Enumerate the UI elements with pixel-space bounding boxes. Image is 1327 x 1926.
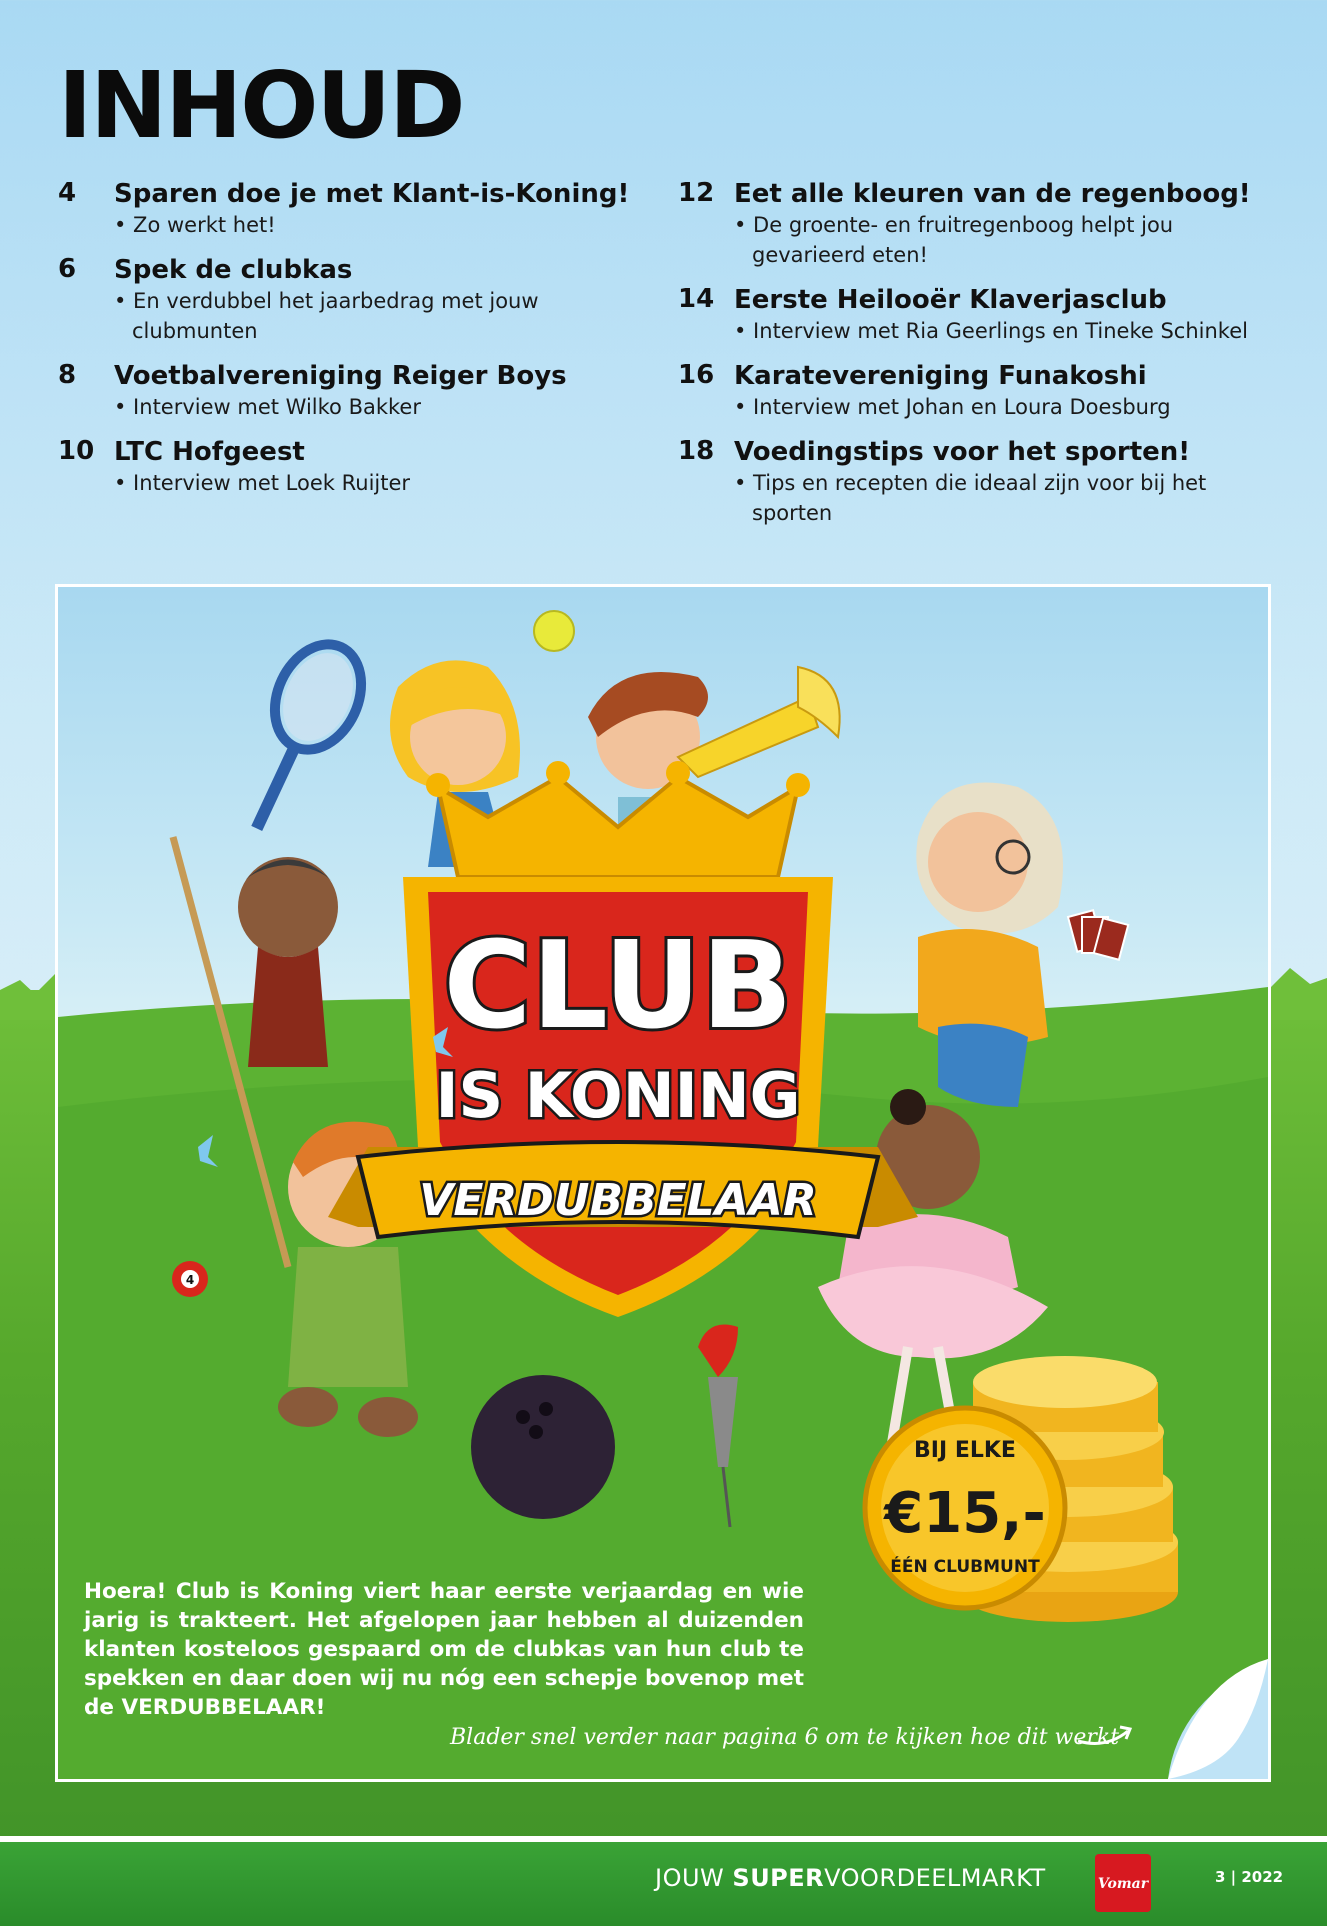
playing-cards-icon [1068, 910, 1128, 959]
toc-entry[interactable] [678, 360, 1288, 422]
toc-entry-subtitle: • Tips en recepten die ideaal zijn voor bij het sporten [734, 471, 1207, 525]
footer-bar [0, 1836, 1327, 1926]
pool-ball-icon [172, 1261, 208, 1297]
toc-entry-title: Sparen doe je met Klant-is-Koning! [114, 179, 630, 209]
toc-entry-title: Voedingstips voor het sporten! [734, 437, 1191, 467]
toc-entry-subtitle: • Zo werkt het! [114, 213, 276, 237]
bowling-ball-icon [471, 1375, 615, 1519]
toc-entry-title: LTC Hofgeest [114, 437, 305, 467]
toc-entry[interactable] [58, 360, 658, 422]
footer-brand-slogan: JOUW SUPERVOORDEELMARKT [655, 1864, 1046, 1892]
toc-entry-subtitle: • Interview met Johan en Loura Doesburg [734, 395, 1171, 419]
toc-page-number: 8 [58, 360, 77, 390]
tennis-ball-icon [534, 611, 574, 651]
toc-page-number: 6 [58, 254, 77, 284]
toc-entry-title: Eerste Heilooër Klaverjasclub [734, 285, 1167, 315]
toc-entry-subtitle: • Interview met Wilko Bakker [114, 395, 421, 419]
logo-ribbon-verdubbelaar: VERDUBBELAAR [419, 1175, 817, 1226]
clubmunt-badge [865, 1408, 1065, 1608]
toc-entry[interactable] [58, 254, 658, 346]
pool-player-character [238, 857, 338, 1067]
toc-entry-subtitle: • Interview met Loek Ruijter [114, 471, 411, 495]
toc-entry[interactable] [58, 436, 658, 498]
badge-bottom-text: ÉÉN CLUBMUNT [890, 1557, 1040, 1577]
page-number: 3 | 2022 [1215, 1868, 1284, 1886]
toc-page-number: 18 [678, 436, 715, 466]
toc-page-number: 10 [58, 436, 95, 466]
toc-entry-title: Karatevereniging Funakoshi [734, 361, 1147, 391]
toc-entry[interactable] [58, 178, 658, 240]
badge-top-text: BIJ ELKE [914, 1438, 1016, 1463]
club-is-koning-poster [55, 584, 1271, 1782]
logo-line-is-koning: IS KONING [435, 1059, 801, 1132]
toc-entry-title: Spek de clubkas [114, 255, 353, 285]
curved-arrow-icon [1076, 1711, 1136, 1751]
toc-entry[interactable] [678, 284, 1288, 346]
badge-amount: €15,- [884, 1481, 1046, 1546]
vomar-logo[interactable] [1093, 1852, 1153, 1914]
tennis-racket-icon [220, 630, 377, 845]
toc-entry[interactable] [678, 436, 1288, 528]
svg-text:Vomar: Vomar [1097, 1876, 1149, 1892]
promo-paragraph: Hoera! Club is Koning viert haar eerste verjaardag en wie jarig is trakteert. Het afgelopen jaar hebben al duizenden klanten kosteloos gespaard om de clubkas van hun club te spekken en daar doen wij nu nóg een schepje bovenop met de VERDUBBELAAR! [84, 1579, 804, 1720]
browse-note: Blader snel verder naar pagina 6 om te kijken hoe dit werkt [450, 1725, 1120, 1750]
page-curl-icon[interactable] [1158, 1659, 1268, 1779]
toc-page-number: 14 [678, 284, 715, 314]
toc-entry-subtitle: • Interview met Ria Geerlings en Tineke Schinkel [734, 319, 1248, 343]
page-title: INHOUD [58, 52, 464, 159]
toc-page-number: 4 [58, 178, 77, 208]
toc-entry[interactable] [678, 178, 1288, 270]
toc-entry-subtitle: • De groente- en fruitregenboog helpt jou gevarieerd eten! [734, 213, 1174, 267]
toc-page-number: 16 [678, 360, 715, 390]
svg-text:4: 4 [185, 1273, 195, 1287]
logo-line-club: CLUB [443, 917, 793, 1056]
toc-left-column [58, 178, 658, 512]
toc-entry-subtitle: • En verdubbel het jaarbedrag met jouw clubmunten [114, 289, 539, 343]
toc-entry-title: Voetbalvereniging Reiger Boys [114, 361, 567, 391]
toc-entry-title: Eet alle kleuren van de regenboog! [734, 179, 1251, 209]
toc-page-number: 12 [678, 178, 715, 208]
toc-right-column [678, 178, 1288, 542]
